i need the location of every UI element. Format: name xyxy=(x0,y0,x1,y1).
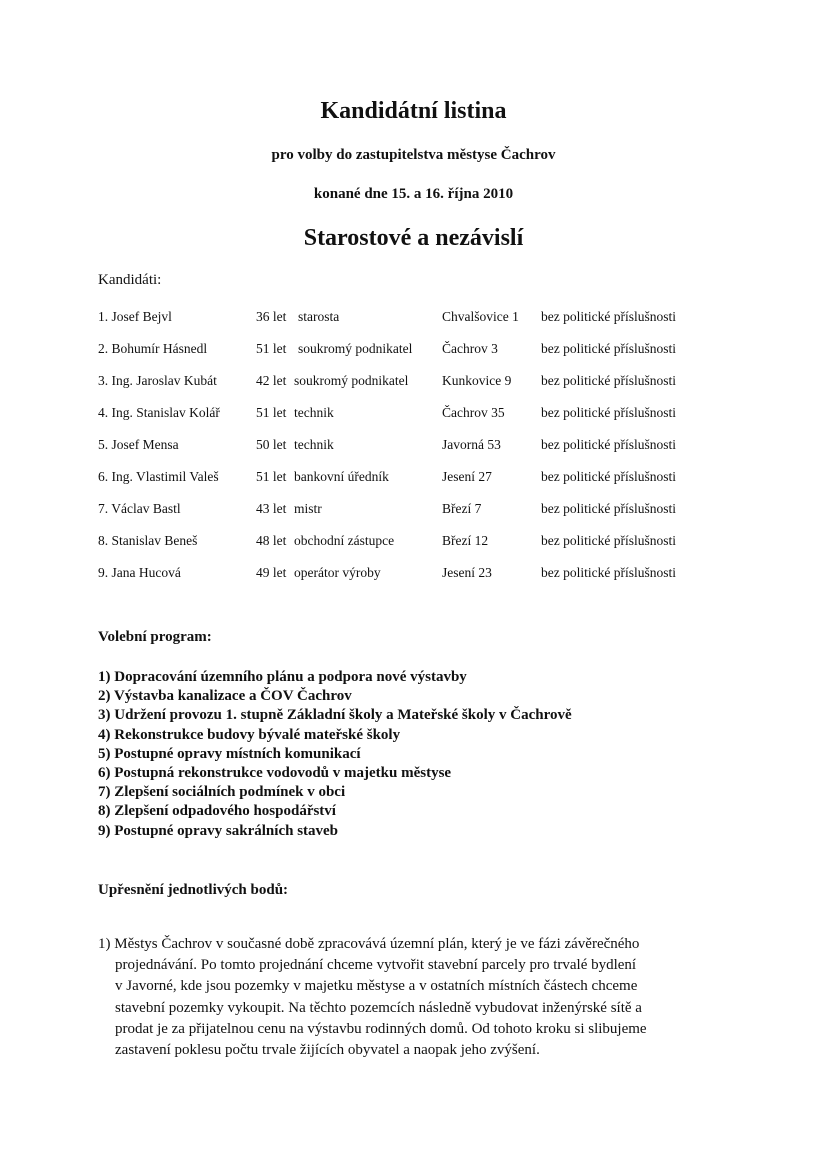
candidate-age: 42 let xyxy=(256,373,287,388)
candidate-row xyxy=(0,309,827,329)
program-item: 9) Postupné opravy sakrálních staveb xyxy=(98,822,339,839)
candidate-occupation: obchodní zástupce xyxy=(294,533,395,548)
program-item: 1) Dopracování územního plánu a podpora nové výstavby xyxy=(98,669,467,685)
candidate-row xyxy=(0,341,827,361)
candidate-row xyxy=(0,565,827,585)
candidate-residence: Javorná 53 xyxy=(442,437,501,452)
candidate-affiliation: bez politické příslušnosti xyxy=(541,309,676,324)
candidate-occupation: bankovní úředník xyxy=(294,469,389,484)
program-item: 6) Postupná rekonstrukce vodovodů v majetku městyse xyxy=(98,765,452,782)
candidate-occupation: soukromý podnikatel xyxy=(294,373,409,388)
candidate-name: 4. Ing. Stanislav Kolář xyxy=(98,405,220,420)
candidate-name: 5. Josef Mensa xyxy=(98,437,179,452)
candidate-affiliation: bez politické příslušnosti xyxy=(541,469,676,484)
program-item: 7) Zlepšení sociálních podmínek v obci xyxy=(98,784,346,801)
detail-line: prodat je za přijatelnou cenu na výstavbu rodinných domů. Od tohoto kroku si slibujeme xyxy=(115,1020,647,1037)
candidate-name: 6. Ing. Vlastimil Valeš xyxy=(98,469,219,484)
candidate-occupation: technik xyxy=(294,437,334,452)
candidate-name: 9. Jana Hucová xyxy=(98,565,181,580)
candidate-occupation: mistr xyxy=(294,501,322,516)
candidate-affiliation: bez politické příslušnosti xyxy=(541,405,676,420)
document-subtitle: pro volby do zastupitelstva městyse Čachrov xyxy=(271,147,556,163)
candidate-residence: Kunkovice 9 xyxy=(442,373,512,388)
candidate-occupation: starosta xyxy=(298,309,340,324)
program-title: Volební program: xyxy=(98,629,212,645)
candidate-row xyxy=(0,501,827,521)
program-list xyxy=(98,668,572,841)
program-item: 2) Výstavba kanalizace a ČOV Čachrov xyxy=(98,688,352,705)
candidate-age: 36 let xyxy=(256,309,287,324)
candidate-residence: Čachrov 3 xyxy=(442,341,498,356)
candidate-age: 51 let xyxy=(256,469,287,484)
detail-line: stavební pozemky vykoupit. Na těchto pozemcích následně vybudovat inženýrské sítě a xyxy=(115,999,642,1016)
candidate-residence: Čachrov 35 xyxy=(442,405,505,420)
candidate-age: 43 let xyxy=(256,501,287,516)
candidate-row xyxy=(0,469,827,489)
candidate-age: 51 let xyxy=(256,405,287,420)
candidate-residence: Jesení 27 xyxy=(442,469,492,484)
candidate-affiliation: bez politické příslušnosti xyxy=(541,341,676,356)
candidate-affiliation: bez politické příslušnosti xyxy=(541,533,676,548)
candidate-name: 2. Bohumír Hásnedl xyxy=(98,341,208,356)
detail-line: zastavení poklesu počtu trvale žijících obyvatel a naopak jeho zvýšení. xyxy=(115,1042,540,1059)
detail-line: v Javorné, kde jsou pozemky v majetku městyse a v ostatních místních částech chceme xyxy=(115,978,638,995)
candidates-label: Kandidáti: xyxy=(98,272,162,288)
details-title: Upřesnění jednotlivých bodů: xyxy=(98,882,289,898)
document-title: Kandidátní listina xyxy=(320,98,507,124)
candidate-row xyxy=(0,373,827,393)
candidate-affiliation: bez politické příslušnosti xyxy=(541,373,676,388)
detail-line: 1) Městys Čachrov v současné době zpracovává územní plán, který je ve fázi závěrečného xyxy=(98,936,640,952)
candidate-occupation: operátor výroby xyxy=(294,565,381,580)
candidate-row xyxy=(0,533,827,553)
detail-line: projednávání. Po tomto projednání chceme vytvořit stavební parcely pro trvalé bydlení xyxy=(115,957,637,974)
program-item: 8) Zlepšení odpadového hospodářství xyxy=(98,803,336,820)
program-item: 5) Postupné opravy místních komunikací xyxy=(98,745,361,762)
candidate-residence: Jesení 23 xyxy=(442,565,492,580)
candidate-age: 48 let xyxy=(256,533,287,548)
candidate-occupation: technik xyxy=(294,405,334,420)
candidate-residence: Březí 7 xyxy=(442,501,482,516)
candidate-name: 7. Václav Bastl xyxy=(98,501,181,516)
candidate-name: 3. Ing. Jaroslav Kubát xyxy=(98,373,217,388)
candidate-row xyxy=(0,405,827,425)
election-date: konané dne 15. a 16. října 2010 xyxy=(313,186,514,202)
detail-point-1 xyxy=(98,934,688,1061)
candidate-residence: Březí 12 xyxy=(442,533,489,548)
candidate-affiliation: bez politické příslušnosti xyxy=(541,565,676,580)
party-name: Starostové a nezávislí xyxy=(303,225,524,251)
candidate-occupation: soukromý podnikatel xyxy=(298,341,413,356)
candidate-age: 50 let xyxy=(256,437,287,452)
candidate-age: 51 let xyxy=(256,341,287,356)
candidate-name: 8. Stanislav Beneš xyxy=(98,533,198,548)
candidate-affiliation: bez politické příslušnosti xyxy=(541,501,676,516)
program-item: 3) Udržení provozu 1. stupně Základní školy a Mateřské školy v Čachrově xyxy=(98,707,572,724)
candidate-residence: Chvalšovice 1 xyxy=(442,309,519,324)
program-item: 4) Rekonstrukce budovy bývalé mateřské školy xyxy=(98,726,401,743)
candidate-age: 49 let xyxy=(256,565,287,580)
candidate-affiliation: bez politické příslušnosti xyxy=(541,437,676,452)
candidate-name: 1. Josef Bejvl xyxy=(98,309,172,324)
candidate-row xyxy=(0,437,827,457)
